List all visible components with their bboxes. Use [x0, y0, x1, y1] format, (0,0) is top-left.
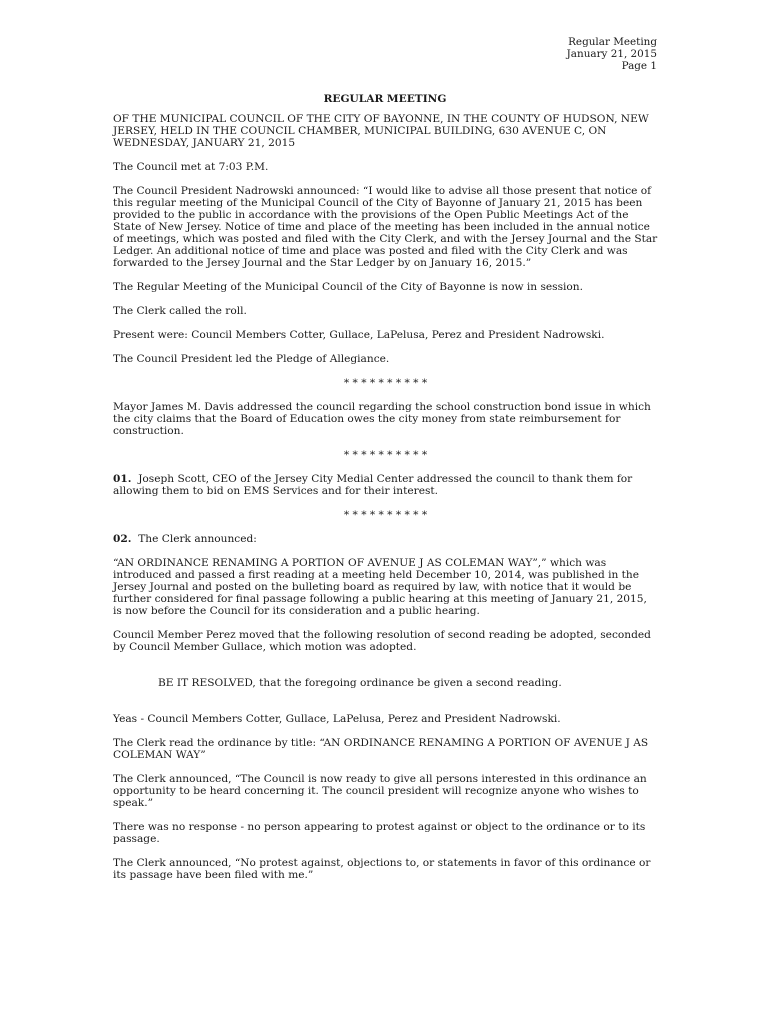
header-meeting-type: Regular Meeting: [568, 36, 657, 48]
session-paragraph: The Regular Meeting of the Municipal Council of the City of Bayonne is now in session.: [113, 281, 583, 293]
ordinance-paragraph: “AN ORDINANCE RENAMING A PORTION OF AVENUE J AS COLEMAN WAY”,” which was introduced and passed a first reading at a meeting held December 10, 2014, was published in the Jersey Journal and posted on the bulleting board as required by law, with notice that it would be further considered for final passage following a public hearing at this meeting of January 21, 2015, is now before the Council for its consideration and a public hearing.: [113, 557, 647, 617]
page-header: [567, 36, 657, 72]
header-date: January 21, 2015: [566, 48, 657, 60]
pledge-paragraph: The Council President led the Pledge of Allegiance.: [113, 353, 390, 365]
item-01-paragraph: [113, 473, 658, 497]
announcement-paragraph: The Council President Nadrowski announced: “I would like to advise all those present that notice of this regular meeting of the Municipal Council of the City of Bayonne of January 21, 2015 has been provided to the public in accordance with the provisions of the Open Public Meetings Act of the State of New Jersey. Notice of time and place of the meeting has been included in the annual notice of meetings, which was posted and filed with the City Clerk, and with the Jersey Journal and the Star Ledger. An additional notice of time and place was posted and filed with the City Clerk and was forwarded to the Jersey Journal and the Star Ledger by on January 16, 2015.”: [113, 185, 658, 269]
clerk-read-paragraph: The Clerk read the ordinance by title: “AN ORDINANCE RENAMING A PORTION OF AVENUE J AS COLEMAN WAY”: [113, 737, 649, 761]
item-02-text: The Clerk announced:: [138, 533, 257, 545]
item-01-text: Joseph Scott, CEO of the Jersey City Medial Center addressed the council to thank them for allowing them to bid on EMS Services and for their interest.: [113, 473, 633, 497]
separator-stars: * * * * * * * * * *: [343, 449, 428, 461]
no-protest-paragraph: The Clerk announced, “No protest against, objections to, or statements in favor of this ordinance or its passage have been filed with me.”: [113, 857, 651, 881]
mayor-paragraph: Mayor James M. Davis addressed the council regarding the school construction bond issue in which the city claims that the Board of Education owes the city money from state reimbursement for construction.: [113, 401, 651, 437]
item-01-number: 01.: [113, 473, 132, 485]
separator-stars: * * * * * * * * * *: [343, 377, 428, 389]
perez-motion-paragraph: Council Member Perez moved that the following resolution of second reading be adopted, seconded by Council Member Gullace, which motion was adopted.: [113, 629, 651, 653]
present-paragraph: Present were: Council Members Cotter, Gullace, LaPelusa, Perez and President Nadrowski.: [113, 329, 605, 341]
yeas-paragraph: Yeas - Council Members Cotter, Gullace, LaPelusa, Perez and President Nadrowski.: [113, 713, 561, 725]
item-02-number: 02.: [113, 533, 132, 545]
separator-stars: * * * * * * * * * *: [343, 509, 428, 521]
header-page-number: Page 1: [621, 60, 657, 72]
document-body: [113, 113, 658, 893]
resolved-paragraph: BE IT RESOLVED, that the foregoing ordinance be given a second reading.: [158, 677, 562, 689]
roll-call-paragraph: The Clerk called the roll.: [113, 305, 247, 317]
clerk-ready-paragraph: The Clerk announced, “The Council is now ready to give all persons interested in this ordinance an opportunity to be heard concerning it. The council president will recognize anyone who wishes to speak.”: [113, 773, 647, 809]
item-02-paragraph: [113, 533, 658, 545]
no-response-paragraph: There was no response - no person appearing to protest against or object to the ordinance or to its passage.: [113, 821, 646, 845]
document-title: REGULAR MEETING: [323, 93, 447, 105]
meeting-time-paragraph: The Council met at 7:03 P.M.: [113, 161, 269, 173]
intro-paragraph: OF THE MUNICIPAL COUNCIL OF THE CITY OF BAYONNE, IN THE COUNTY OF HUDSON, NEW JERSEY, HELD IN THE COUNCIL CHAMBER, MUNICIPAL BUILDING, 630 AVENUE C, ON WEDNESDAY, JANUARY 21, 2015: [113, 113, 649, 149]
